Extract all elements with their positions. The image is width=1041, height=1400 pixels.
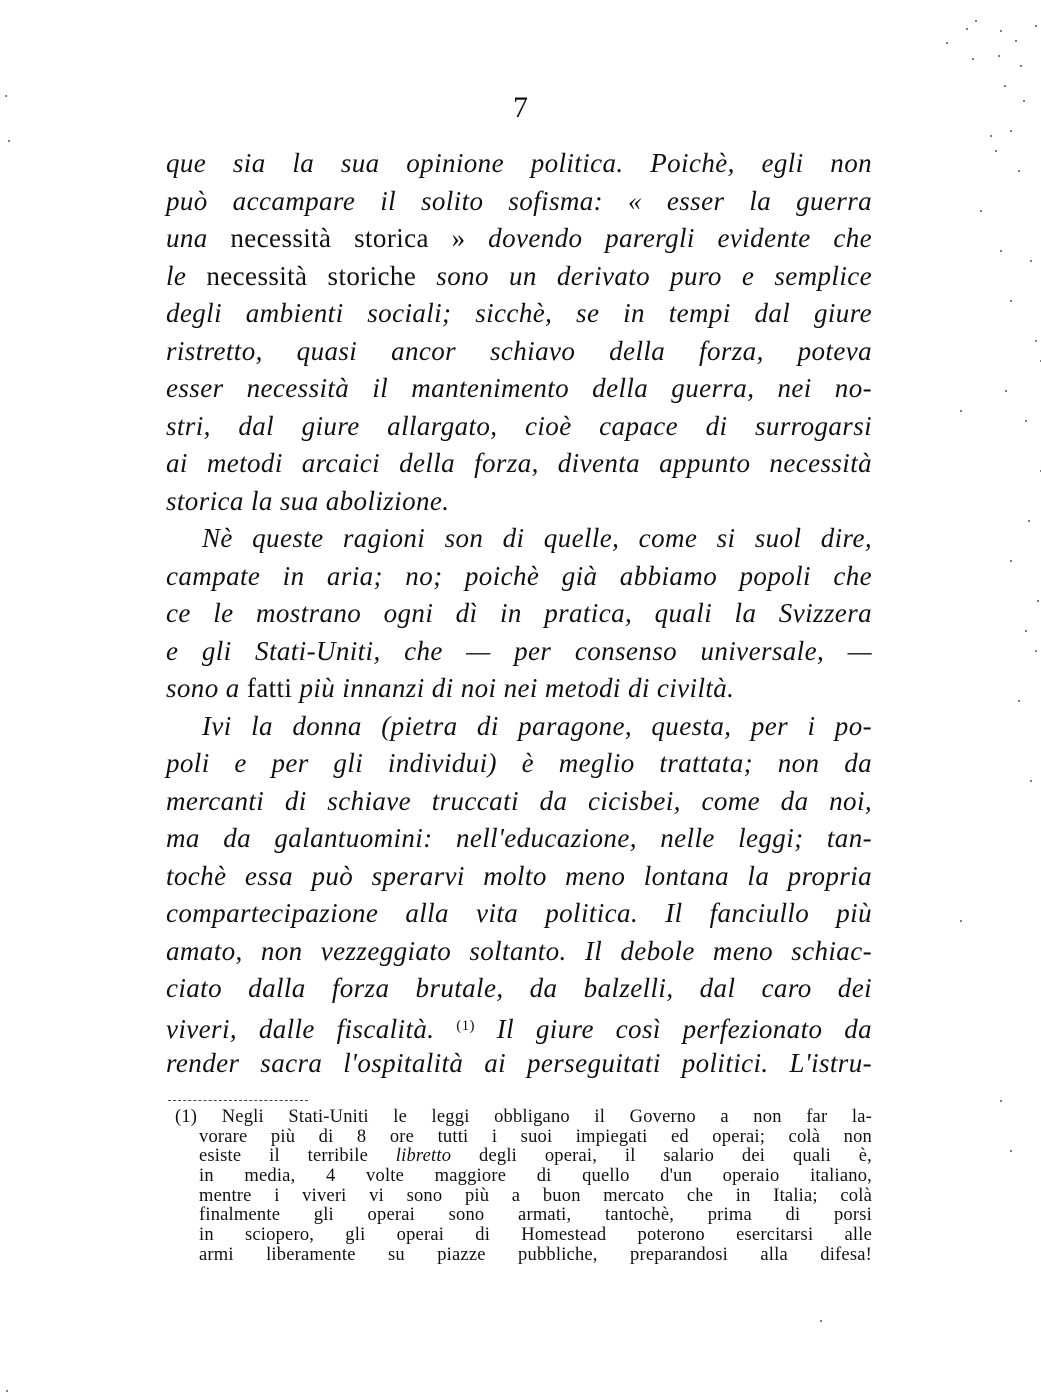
body-text-line <box>166 858 872 896</box>
scan-speck <box>1025 420 1027 422</box>
footnote-divider <box>168 1100 308 1101</box>
scan-speck <box>1035 25 1037 27</box>
footnote-line <box>175 1246 872 1266</box>
body-text-line <box>166 595 872 633</box>
text-run: le <box>166 260 207 291</box>
body-text-line <box>166 145 872 183</box>
scan-speck <box>1018 700 1020 702</box>
text-run: più innanzi di noi nei metodi di civiltà. <box>299 673 735 703</box>
text-run: mercanti di schiave truccati da cicisbei, come da noi, <box>166 785 872 816</box>
text-run: può accampare il solito sofisma: « esser la guerra <box>166 185 872 216</box>
scan-speck <box>966 28 968 30</box>
body-text-line <box>166 783 872 821</box>
body-text-line <box>166 933 872 971</box>
body-text <box>166 145 872 1083</box>
text-run: compartecipazione alla vita politica. Il fanciullo più <box>166 898 872 928</box>
text-run: render sacra l'ospitalità ai perseguitati politici. L'istru- <box>166 1048 872 1078</box>
scan-speck <box>1010 560 1012 562</box>
scan-speck <box>5 95 7 97</box>
text-run: degli operai, il salario dei quali è, <box>451 1146 872 1167</box>
text-run: storica la sua abolizione. <box>166 485 450 516</box>
footnote-line <box>175 1128 872 1148</box>
body-text-line <box>166 483 872 521</box>
text-run: esser necessità il mantenimento della guerra, nei no- <box>166 373 872 403</box>
text-run: Il giure così perfezionato da <box>474 1013 872 1044</box>
scan-speck <box>1025 630 1027 632</box>
scan-speck <box>1035 650 1037 652</box>
body-text-line <box>166 370 872 408</box>
scan-speck <box>1004 85 1006 87</box>
body-text-line <box>166 408 872 446</box>
text-run: finalmente gli operai sono armati, tantochè, prima di porsi <box>199 1205 872 1226</box>
scan-speck <box>960 920 962 922</box>
footnote-line <box>175 1226 872 1246</box>
scan-speck <box>990 135 992 137</box>
body-text-line <box>166 1008 872 1046</box>
scan-speck <box>998 55 1000 57</box>
scan-speck <box>1030 780 1032 782</box>
page-number: 7 <box>513 91 528 124</box>
text-run: (1) Negli Stati-Uniti le leggi obbligano il Governo a non far la- <box>175 1107 872 1127</box>
body-text-line <box>166 183 872 221</box>
scan-speck <box>1005 390 1007 392</box>
footnote-line <box>175 1187 872 1207</box>
body-text-line <box>166 295 872 333</box>
scan-speck <box>1010 1150 1012 1152</box>
scan-speck <box>1010 130 1012 132</box>
text-run: una <box>166 223 231 253</box>
text-run: ai metodi arcaici della forza, diventa appunto necessità <box>166 448 872 478</box>
text-run: degli ambienti sociali; sicchè, se in tempi dal giure <box>166 298 872 328</box>
text-run: tochè essa può sperarvi molto meno lontana la propria <box>166 860 872 891</box>
text-run: ristretto, quasi ancor schiavo della forza, poteva <box>166 335 872 366</box>
text-run: stri, dal giure allargato, cioè capace di surrogarsi <box>166 410 872 441</box>
scan-speck <box>1018 170 1020 172</box>
text-run: in media, 4 volte maggiore di quello d'un operaio italiano, <box>199 1166 872 1187</box>
scan-speck <box>995 150 997 152</box>
body-text-line <box>166 708 872 746</box>
scan-speck <box>1030 260 1032 262</box>
text-run: esiste il terribile <box>199 1146 396 1167</box>
scan-speck <box>1000 1100 1002 1102</box>
scan-speck <box>1020 65 1022 67</box>
footnote-reference: (1) <box>456 1017 475 1034</box>
body-text-line <box>166 258 872 296</box>
scan-speck <box>1037 600 1039 602</box>
scan-speck <box>980 210 982 212</box>
text-run: que sia la sua opinione politica. Poichè, egli non <box>166 148 872 178</box>
text-run: sono a <box>166 673 247 703</box>
scan-speck <box>960 410 962 412</box>
scan-speck <box>820 1320 822 1322</box>
text-run: in sciopero, gli operai di Homestead poterono esercitarsi alle <box>199 1225 872 1246</box>
text-run: ma da galantuomini: nell'educazione, nelle leggi; tan- <box>166 823 872 853</box>
text-run: necessità storiche <box>206 260 437 291</box>
body-text-line <box>166 220 872 258</box>
body-text-line <box>166 633 872 671</box>
scan-speck <box>6 1390 8 1392</box>
text-run: libretto <box>395 1146 452 1167</box>
text-run: armi liberamente su piazze pubbliche, preparandosi alla difesa! <box>199 1244 872 1265</box>
text-run: dovendo parergli evidente che <box>488 223 872 253</box>
text-run: mentre i viveri vi sono più a buon mercato che in Italia; colà <box>199 1185 872 1206</box>
body-text-line <box>166 895 872 933</box>
body-text-line <box>166 520 872 558</box>
footnotes <box>175 1108 872 1266</box>
scan-speck <box>8 140 10 142</box>
scan-speck <box>946 42 948 44</box>
text-run: amato, non vezzeggiato soltanto. Il debole meno schiac- <box>166 935 872 966</box>
footnote-line <box>175 1167 872 1187</box>
scan-speck <box>1028 520 1030 522</box>
text-run: poli e per gli individui) è meglio trattata; non da <box>166 748 872 778</box>
text-run: vorare più di 8 ore tutti i suoi impiegati ed operai; colà non <box>199 1126 872 1147</box>
text-run: fatti <box>246 673 300 703</box>
body-text-line <box>166 445 872 483</box>
text-run: campate in aria; no; poichè già abbiamo popoli che <box>166 560 872 591</box>
scan-speck <box>1023 100 1025 102</box>
text-run: ce le mostrano ogni dì in pratica, quali la Svizzera <box>166 598 872 628</box>
footnote-line <box>175 1147 872 1167</box>
scan-speck <box>972 58 974 60</box>
text-run: viveri, dalle fiscalità. <box>166 1013 457 1044</box>
scan-speck <box>1010 300 1012 302</box>
footnote-line <box>175 1108 872 1128</box>
text-run: necessità storica » <box>230 223 489 253</box>
body-text-line <box>166 670 872 708</box>
footnote-line <box>175 1206 872 1226</box>
scan-speck <box>1000 30 1002 32</box>
text-run: Nè queste ragioni son di quelle, come si suol dire, <box>202 523 872 553</box>
scan-speck <box>1035 340 1037 342</box>
text-run: sono un derivato puro e semplice <box>436 260 872 291</box>
body-text-line <box>166 333 872 371</box>
text-run: Ivi la donna (pietra di paragone, questa, per i po- <box>202 710 872 741</box>
body-text-line <box>166 820 872 858</box>
text-run: ciato dalla forza brutale, da balzelli, dal caro dei <box>166 973 872 1003</box>
scan-speck <box>975 20 977 22</box>
body-text-line <box>166 558 872 596</box>
scan-speck <box>1015 40 1017 42</box>
body-text-line <box>166 970 872 1008</box>
scan-speck <box>1000 250 1002 252</box>
body-text-line <box>166 745 872 783</box>
text-run: e gli Stati-Uniti, che — per consenso universale, — <box>166 635 872 666</box>
body-text-line <box>166 1045 872 1083</box>
